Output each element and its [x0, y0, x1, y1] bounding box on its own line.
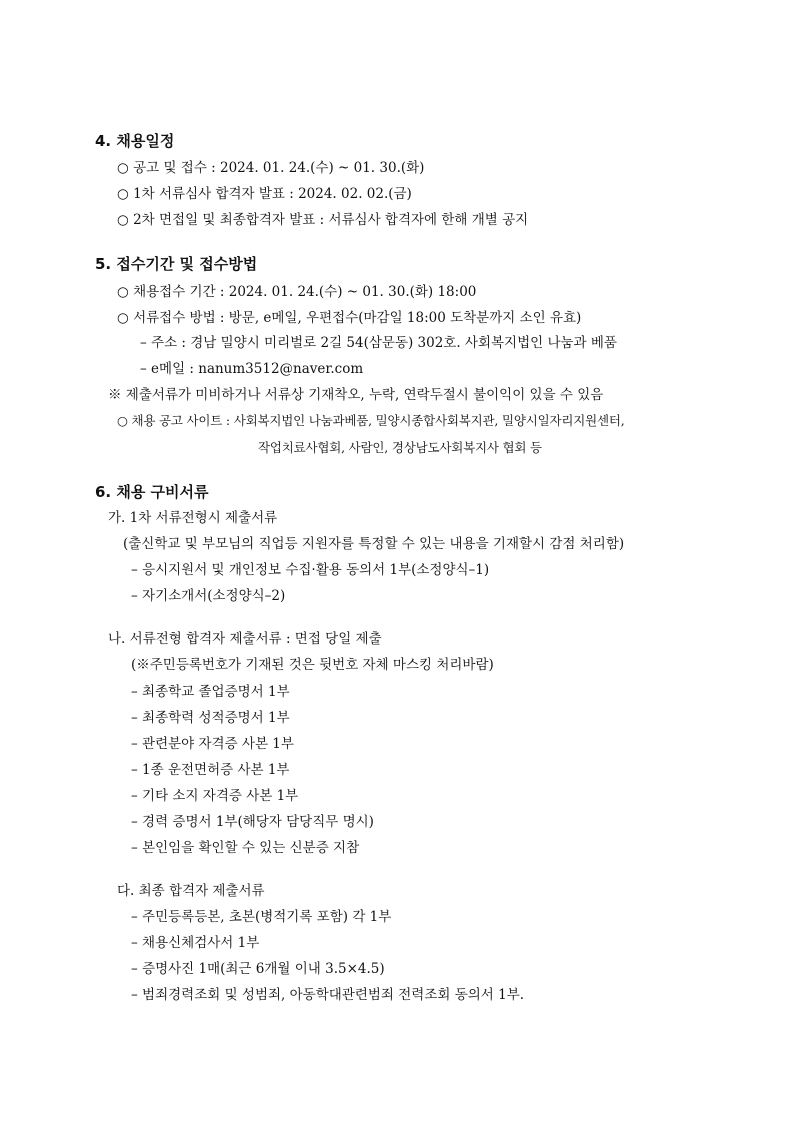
document-item: – 자기소개서(소정양식–2)	[131, 588, 286, 604]
section-6-heading: 6. 채용 구비서류	[95, 483, 209, 501]
section-4-heading: 4. 채용일정	[95, 132, 175, 150]
document-item: – 1종 운전면허증 사본 1부	[131, 762, 290, 778]
subsection-na-note: (※주민등록번호가 기재된 것은 뒷번호 자체 마스킹 처리바람)	[131, 657, 494, 673]
schedule-item: ○ 1차 서류심사 합격자 발표 : 2024. 02. 02.(금)	[117, 186, 412, 202]
document-item: – 채용신체검사서 1부	[131, 935, 260, 951]
schedule-item: ○ 2차 면접일 및 최종합격자 발표 : 서류심사 합격자에 한해 개별 공지	[117, 212, 529, 228]
document-item: – 주민등록등본, 초본(병적기록 포함) 각 1부	[131, 909, 392, 925]
subsection-ga-title: 가. 1차 서류전형시 제출서류	[108, 510, 278, 526]
notice-text: ※ 제출서류가 미비하거나 서류상 기재착오, 누락, 연락두절시 불이익이 있을 수 있음	[108, 387, 604, 403]
subsection-da-title: 다. 최종 합격자 제출서류	[117, 883, 265, 899]
document-item: – 최종학력 성적증명서 1부	[131, 710, 290, 726]
document-item: – 증명사진 1매(최근 6개월 이내 3.5×4.5)	[131, 961, 385, 977]
document-item: – 범죄경력조회 및 성범죄, 아동학대관련범죄 전력조회 동의서 1부.	[131, 987, 525, 1003]
application-period: ○ 채용접수 기간 : 2024. 01. 24.(수) ~ 01. 30.(화) 18:00	[117, 284, 477, 300]
posting-sites-line-2: 작업치료사협회, 사람인, 경상남도사회복지사 협회 등	[258, 440, 542, 455]
section-5-heading: 5. 접수기간 및 접수방법	[95, 255, 258, 273]
document-item: – 최종학교 졸업증명서 1부	[131, 684, 290, 700]
document-item: – 기타 소지 자격증 사본 1부	[131, 788, 299, 804]
subsection-ga-note: (출신학교 및 부모님의 직업등 지원자를 특정할 수 있는 내용을 기재할시 감점 처리함)	[123, 536, 625, 552]
document-item: – 본인임을 확인할 수 있는 신분증 지참	[131, 840, 360, 856]
document-item: – 응시지원서 및 개인정보 수집·활용 동의서 1부(소정양식–1)	[131, 562, 490, 578]
contact-email: – e메일 : nanum3512@naver.com	[140, 361, 364, 377]
posting-sites-line-1: ○ 채용 공고 사이트 : 사회복지법인 나눔과베품, 밀양시종합사회복지관, 밀양시일자리지원센터,	[117, 413, 625, 428]
document-item: – 경력 증명서 1부(해당자 담당직무 명시)	[131, 814, 374, 830]
application-method: ○ 서류접수 방법 : 방문, e메일, 우편접수(마감일 18:00 도착분까지 소인 유효)	[117, 310, 582, 326]
mailing-address: – 주소 : 경남 밀양시 미리벌로 2길 54(삼문동) 302호. 사회복지법인 나눔과 베품	[140, 335, 617, 351]
schedule-item: ○ 공고 및 접수 : 2024. 01. 24.(수) ~ 01. 30.(화)	[117, 160, 425, 176]
subsection-na-title: 나. 서류전형 합격자 제출서류 : 면접 당일 제출	[108, 631, 382, 647]
document-item: – 관련분야 자격증 사본 1부	[131, 736, 294, 752]
